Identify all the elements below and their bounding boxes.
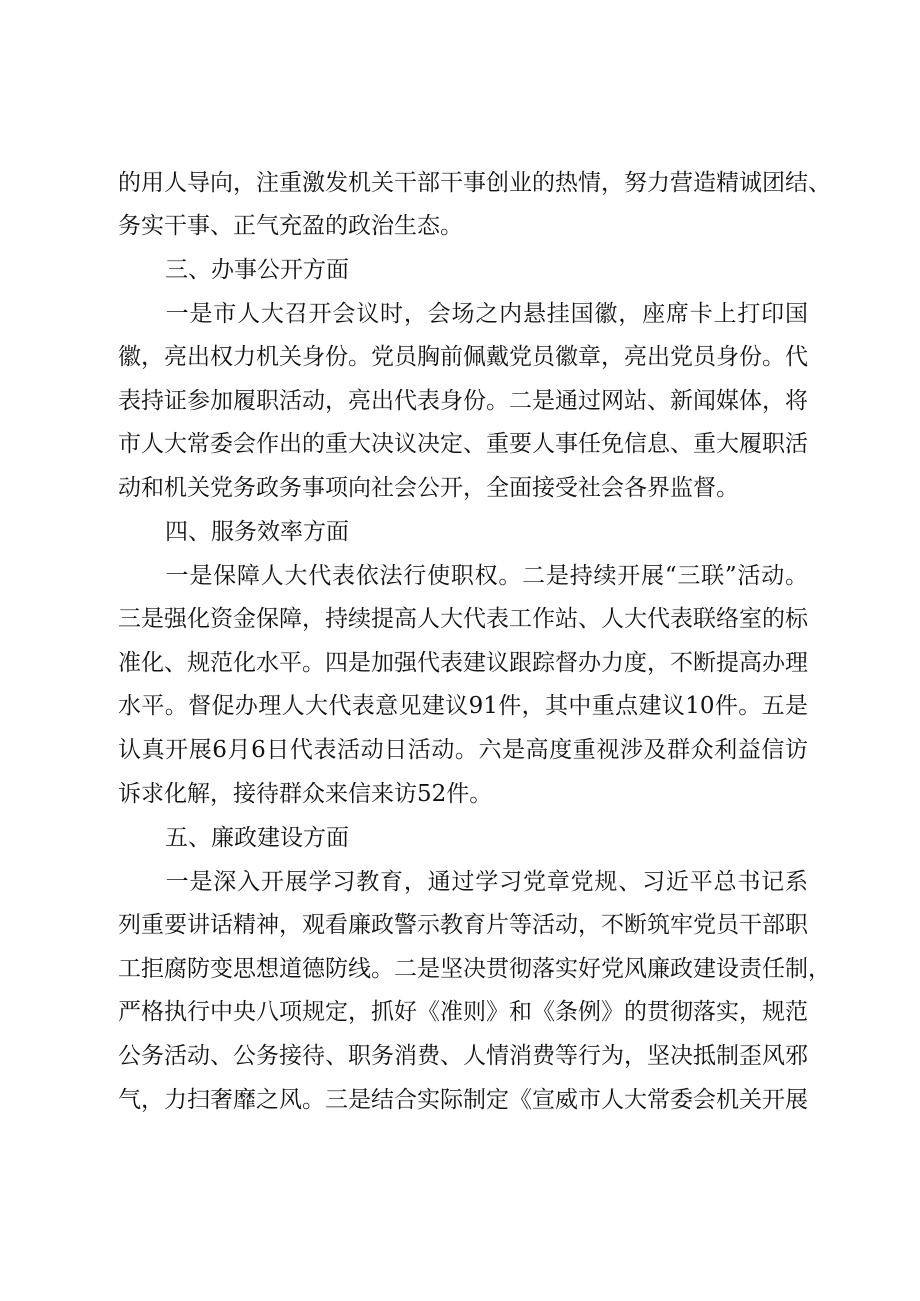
paragraph-line: 诉求化解，接待群众来信来访52件。 [118, 781, 493, 807]
paragraph-line: 列重要讲话精神，观看廉政警示教育片等活动，不断筑牢党员干部职 [118, 912, 808, 938]
paragraph-line: 严格执行中央八项规定，抓好《准则》和《条例》的贯彻落实，规范 [118, 999, 808, 1025]
paragraph-line: 认真开展6月6日代表活动日活动。六是高度重视涉及群众利益信访 [118, 737, 808, 763]
section-heading: 三、办事公开方面 [165, 257, 349, 283]
paragraph-line: 徽，亮出权力机关身份。党员胸前佩戴党员徽章，亮出党员身份。代 [118, 344, 808, 370]
paragraph-line: 务实干事、正气充盈的政治生态。 [118, 213, 463, 239]
paragraph-line: 公务活动、公务接待、职务消费、人情消费等行为，坚决抵制歪风邪 [118, 1043, 808, 1069]
paragraph-line: 一是深入开展学习教育，通过学习党章党规、习近平总书记系 [118, 869, 808, 895]
paragraph-line: 动和机关党务政务事项向社会公开，全面接受社会各界监督。 [118, 475, 739, 501]
paragraph-line: 气，力扫奢靡之风。三是结合实际制定《宣威市人大常委会机关开展 [118, 1087, 808, 1113]
paragraph-line: 一是市人大召开会议时，会场之内悬挂国徽，座席卡上打印国 [118, 301, 808, 327]
paragraph-line: 表持证参加履职活动，亮出代表身份。二是通过网站、新闻媒体，将 [118, 388, 808, 414]
paragraph-line: 准化、规范化水平。四是加强代表建议跟踪督办力度，不断提高办理 [118, 650, 808, 676]
section-heading: 四、服务效率方面 [165, 519, 349, 545]
paragraph-line: 水平。督促办理人大代表意见建议91件，其中重点建议10件。五是 [118, 693, 808, 719]
paragraph-line: 三是强化资金保障，持续提高人大代表工作站、人大代表联络室的标 [118, 606, 808, 632]
section-heading: 五、廉政建设方面 [165, 825, 349, 851]
paragraph-line: 市人大常委会作出的重大决议决定、重要人事任免信息、重大履职活 [118, 431, 808, 457]
paragraph-line: 一是保障人大代表依法行使职权。二是持续开展“三联”活动。 [118, 563, 808, 589]
paragraph-line: 的用人导向，注重激发机关干部干事创业的热情，努力营造精诚团结、 [118, 170, 831, 196]
paragraph-line: 工拒腐防变思想道德防线。二是坚决贯彻落实好党风廉政建设责任制， [118, 956, 831, 982]
